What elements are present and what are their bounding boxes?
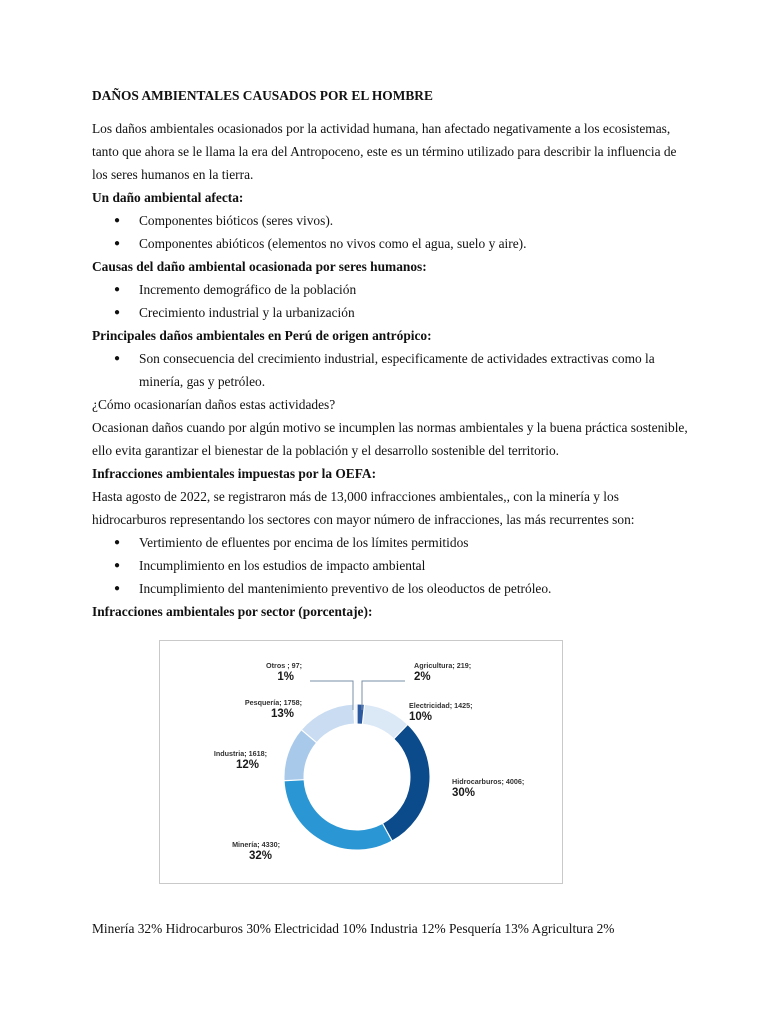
document-title: DAÑOS AMBIENTALES CAUSADOS POR EL HOMBRE <box>92 88 433 103</box>
answer-paragraph: Ocasionan daños cuando por algún motivo se incumplen las normas ambientales y la buena práctica sostenible, ello evita garantizar el bienestar de la población y el desarrollo sostenible del territorio. <box>92 420 688 458</box>
slice-label-electricidad: Electricidad; 1425; <box>409 701 473 710</box>
slice-percent-minería: 32% <box>248 850 272 862</box>
slice-label-pesquería: Pesquería; 1758; <box>244 698 302 707</box>
question-line: ¿Cómo ocasionarían daños estas actividades? <box>92 397 336 412</box>
slice-percent-industria: 12% <box>235 759 259 771</box>
list-item: ● Componentes abióticos (elementos no vivos como el agua, suelo y aire). <box>92 232 692 255</box>
slice-label-hidrocarburos: Hidrocarburos; 4006; <box>452 777 525 786</box>
list-peru <box>92 347 692 393</box>
slice-label-agricultura: Agricultura; 219; <box>414 661 472 670</box>
list-item: ● Vertimiento de efluentes por encima de los límites permitidos <box>92 531 692 554</box>
donut-chart <box>160 641 562 883</box>
donut-slice-industria <box>294 736 309 780</box>
donut-chart-frame <box>159 640 563 884</box>
list-affects <box>92 209 692 255</box>
section-heading-causes: Causas del daño ambiental ocasionada por seres humanos: <box>92 259 427 274</box>
donut-slice-pesquería <box>309 714 354 736</box>
slice-label-industria: Industria; 1618; <box>213 749 267 758</box>
list-infractions <box>92 531 692 600</box>
donut-slice-minería <box>294 780 387 840</box>
section-heading-oefa: Infracciones ambientales impuestas por la OEFA: <box>92 466 377 481</box>
oefa-paragraph: Hasta agosto de 2022, se registraron más de 13,000 infracciones ambientales,, con la minería y los hidrocarburos representando los sectores con mayor número de infracciones, las más recurrentes son: <box>92 489 635 527</box>
chart-heading: Infracciones ambientales por sector (porcentaje): <box>92 604 373 619</box>
slice-percent-hidrocarburos: 30% <box>452 787 476 799</box>
section-heading-affects: Un daño ambiental afecta: <box>92 190 244 205</box>
slice-label-otros: Otros ; 97; <box>266 661 302 670</box>
slice-label-minería: Minería; 4330; <box>232 840 280 849</box>
list-item: ● Componentes bióticos (seres vivos). <box>92 209 692 232</box>
intro-paragraph: Los daños ambientales ocasionados por la actividad humana, han afectado negativamente a los ecosistemas, tanto que ahora se le llama la era del Antropoceno, este es un término utilizado para describir la influencia de los seres humanos en la tierra. <box>92 121 677 182</box>
list-causes <box>92 278 692 324</box>
list-item: ● Incremento demográfico de la población <box>92 278 692 301</box>
slice-percent-otros: 1% <box>277 671 294 683</box>
document-body <box>92 84 692 623</box>
list-item: ● Incumplimiento del mantenimiento preventivo de los oleoductos de petróleo. <box>92 577 692 600</box>
slice-percent-pesquería: 13% <box>270 708 294 720</box>
donut-slice-electricidad <box>363 714 400 731</box>
list-item: ● Son consecuencia del crecimiento industrial, especificamente de actividades extractivas como la minería, gas y petróleo. <box>92 347 692 393</box>
summary-line: Minería 32% Hidrocarburos 30% Electricidad 10% Industria 12% Pesquería 13% Agricultura 2% <box>92 921 615 936</box>
slice-percent-agricultura: 2% <box>414 671 431 683</box>
slice-percent-electricidad: 10% <box>409 711 433 723</box>
list-item: ● Crecimiento industrial y la urbanización <box>92 301 692 324</box>
section-heading-peru: Principales daños ambientales en Perú de origen antrópico: <box>92 328 432 343</box>
list-item: ● Incumplimiento en los estudios de impacto ambiental <box>92 554 692 577</box>
donut-slice-hidrocarburos <box>387 732 420 833</box>
